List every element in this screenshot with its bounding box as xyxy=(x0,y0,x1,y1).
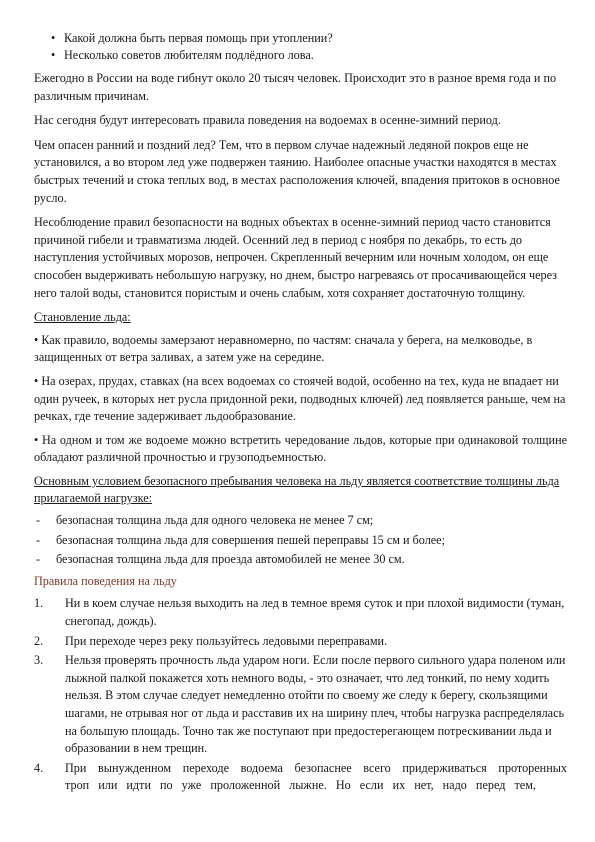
bullet-item xyxy=(34,47,567,64)
bullet-glyph: • xyxy=(51,31,56,45)
rule-text: Нельзя проверять прочность льда ударом ноги. Если после первого сильного удара поленом или лыжной палкой покажется хоть немного воды, - это означает, что лед тонкий, по нему ходить нельзя. В этом случае следует немедленно отойти по своему же следу к берегу, скользящими шагами, не отрывая ног от льда и расставив их на ширину плеч, чтобы нагрузка распределялась на большую площадь. Точно так же поступают при предостерегающем потрескивании льда и образовании в нем трещин. xyxy=(65,653,566,756)
bullet-text: Какой должна быть первая помощь при утоплении? xyxy=(64,31,333,45)
thickness-item xyxy=(34,551,567,569)
thickness-item xyxy=(34,512,567,530)
intro-bullet-list xyxy=(34,30,567,64)
rule-text: Ни в коем случае нельзя выходить на лед в темное время суток и при плохой видимости (туман, снегопад, дождь). xyxy=(65,596,565,629)
ice-formation-item: • На озерах, прудах, ставках (на всех водоемах со стоячей водой, особенно на тех, куда не впадает ни один ручеек, в которых нет русла придонной реки, подводных ключей) лед появляется раньше, чем на речках, где течение задерживает льдообразование. xyxy=(34,373,566,424)
ice-formation-heading: Становление льда: xyxy=(34,310,131,325)
bullet-item xyxy=(34,30,567,47)
thickness-text: безопасная толщина льда для проезда автомобилей не менее 30 см. xyxy=(56,552,405,567)
rule-item xyxy=(34,633,567,651)
safety-condition-text: Основным условием безопасного пребывания человека на льду является соответствие толщины льда прилагаемой нагрузке: xyxy=(34,473,560,506)
rule-item xyxy=(34,760,567,795)
rule-number: 2. xyxy=(34,633,44,648)
paragraph-topic: Нас сегодня будут интересовать правила поведения на водоемах в осенне-зимний период. xyxy=(34,113,501,128)
dash-glyph: - xyxy=(36,513,41,528)
paragraph-deaths: Ежегодно в России на воде гибнут около 20 тысяч человек. Происходит это в разное время года и по различным причинам. xyxy=(34,71,557,103)
rule-number: 3. xyxy=(34,653,44,668)
rules-title: Правила поведения на льду xyxy=(34,573,177,588)
dash-glyph: - xyxy=(36,552,41,567)
bullet-glyph: • xyxy=(51,48,56,62)
ice-formation-item: • Как правило, водоемы замерзают неравномерно, по частям: сначала у берега, на мелководье, в защищенных от ветра заливах, а затем уже на середине. xyxy=(34,332,533,365)
rule-text: При вынужденном переходе водоема безопаснее всего придерживаться проторенных троп или идти по уже проложенной лыжне. Но если их нет, надо перед тем, xyxy=(65,760,567,793)
thickness-text: безопасная толщина льда для совершения пешей переправы 15 см и более; xyxy=(56,532,445,547)
rule-number: 4. xyxy=(34,760,44,775)
dash-glyph: - xyxy=(36,532,41,547)
rule-item xyxy=(34,652,567,758)
paragraph-early-late-ice: Чем опасен ранний и поздний лед? Тем, что в первом случае надежный ледяной покров еще не установился, а во втором лед уже подвержен таянию. Наиболее опасные участки находятся в местах быстрых течений и стока теплых вод, в местах расположения ключей, впадения притоков в основное русло. xyxy=(34,137,560,205)
thickness-item xyxy=(34,532,567,550)
document-page xyxy=(34,30,567,797)
rule-item xyxy=(34,595,567,630)
thickness-text: безопасная толщина льда для одного человека не менее 7 см; xyxy=(56,513,374,528)
bullet-text: Несколько советов любителям подлёдного лова. xyxy=(64,48,314,62)
paragraph-autumn-ice: Несоблюдение правил безопасности на водных объектах в осенне-зимний период часто становится причиной гибели и травматизма людей. Осенний лед в период с ноября по декабрь, то есть до наступления устойчивых морозов, непрочен. Скрепленный вечерним или ночным холодом, он еще способен выдерживать небольшую нагрузку, но днем, быстро нагреваясь от просачивающейся через него талой воды, становится пористым и очень слабым, хотя сохраняет достаточную толщину. xyxy=(34,215,557,300)
ice-formation-item: • На одном и том же водоеме можно встретить чередование льдов, которые при одинаковой толщине обладают различной прочностью и грузоподъемностью. xyxy=(34,432,567,465)
rule-text: При переходе через реку пользуйтесь ледовыми переправами. xyxy=(65,633,388,648)
rule-number: 1. xyxy=(34,596,44,611)
